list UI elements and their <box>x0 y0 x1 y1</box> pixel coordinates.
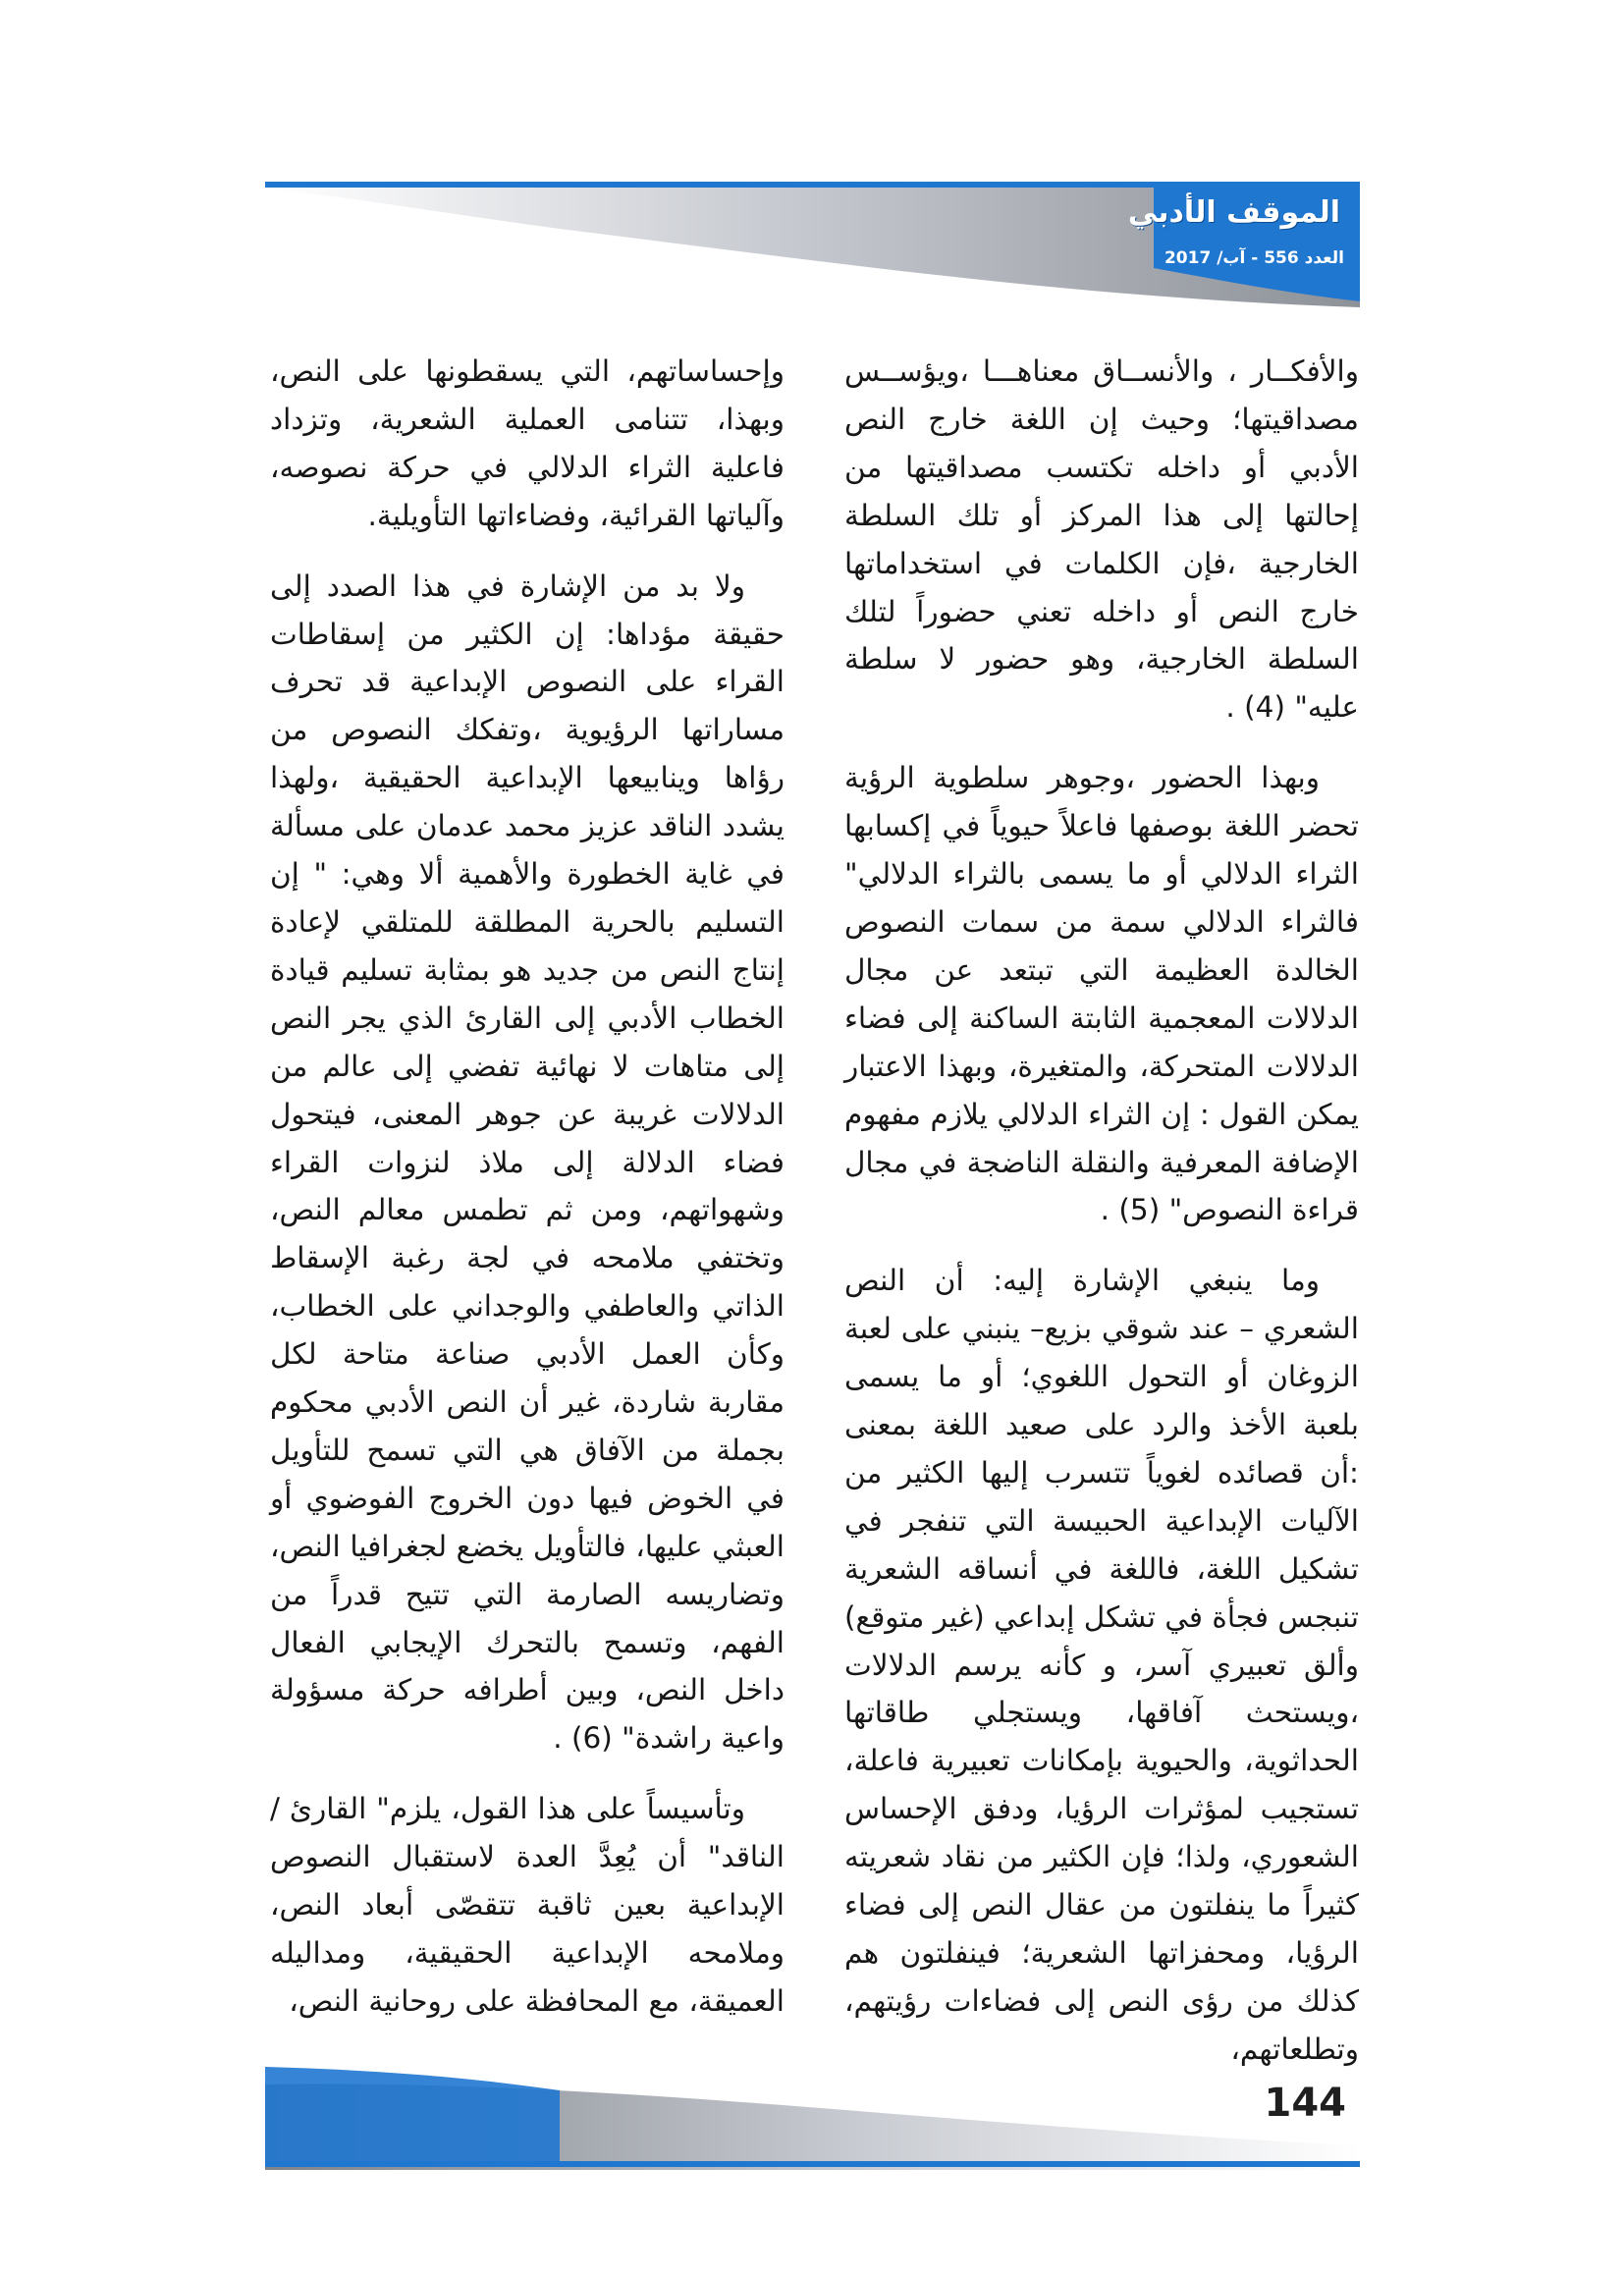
right-column <box>844 348 1359 2096</box>
header-band <box>265 182 1360 309</box>
paragraph: ولا بد من الإشارة في هذا الصدد إلى حقيقة مؤداها: إن الكثير من إسقاطات القراء على النصوص الإبداعية قد تحرف مساراتها الرؤيوية ،وتفكك النصوص من رؤاها وينابيعها الإبداعية الحقيقية ،ولهذا يشدد الناقد عزيز محمد عدمان على مسألة في غاية الخطورة والأهمية ألا وهي: " إن التسليم بالحرية المطلقة للمتلقي لإعادة إنتاج النص من جديد هو بمثابة تسليم قيادة الخطاب الأدبي إلى القارئ الذي يجر النص إلى متاهات لا نهائية تفضي إلى عالم من الدلالات غريبة عن جوهر المعنى، فيتحول فضاء الدلالة إلى ملاذ لنزوات القراء وشهواتهم، ومن ثم تطمس معالم النص، وتختفي ملامحه في لجة رغبة الإسقاط الذاتي والعاطفي والوجداني على الخطاب، وكأن العمل الأدبي صناعة متاحة لكل مقاربة شاردة، غير أن النص الأدبي محكوم بجملة من الآفاق هي التي تسمح للتأويل في الخوض فيها دون الخروج الفوضوي أو العبثي عليها، فالتأويل يخضع لجغرافيا النص، وتضاريسه الصارمة التي تتيح قدراً من الفهم، وتسمح بالتحرك الإيجابي الفعال داخل النص، وبين أطرافه حركة مسؤولة واعية راشدة" (6) . <box>270 568 785 1756</box>
footer-band <box>265 2067 1360 2170</box>
issue-line: العدد 556 - آب/ 2017 <box>1164 248 1344 268</box>
page-number: 144 <box>1264 2081 1346 2126</box>
paragraph: وبهذا الحضور ،وجوهر سلطوية الرؤية تحضر اللغة بوصفها فاعلاً حيوياً في إكسابها الثراء الدلالي أو ما يسمى بالثراء الدلالي" فالثراء الدلالي سمة من سمات النصوص الخالدة العظيمة التي تبتعد عن مجال الدلالات المعجمية الثابتة الساكنة إلى فضاء الدلالات المتحركة، والمتغيرة، وبهذا الاعتبار يمكن القول : إن الثراء الدلالي يلازم مفهوم الإضافة المعرفية والنقلة الناضجة في مجال قراءة النصوص" (5) . <box>844 761 1359 1227</box>
footer-swoosh <box>265 2067 1360 2170</box>
paragraph: وتأسيساً على هذا القول، يلزم" القارئ / الناقد" أن يُعِدَّ العدة لاستقبال النصوص الإبداعية بعين ثاقبة تتقصّى أبعاد النص، وملامحه الإبداعية الحقيقية، ومداليله العميقة، مع المحافظة على روحانية النص، <box>270 1792 785 2018</box>
magazine-logo: الموقف الأدبي <box>1127 195 1340 230</box>
paragraph: وإحساساتهم، التي يسقطونها على النص، وبهذا، تتنامى العملية الشعرية، وتزداد فاعلية الثراء الدلالي في حركة نصوصه، وآلياتها القرائية، وفضاءاتها التأويلية. <box>270 354 785 532</box>
paragraph: والأفكــار ، والأنســاق معناهـــا ،ويؤســس مصداقيتها؛ وحيث إن اللغة خارج النص الأدبي أو داخله تكتسب مصداقيتها من إحالتها إلى هذا المركز أو تلك السلطة الخارجية ،فإن الكلمات في استخداماتها خارج النص أو داخله تعني حضوراً لتلك السلطة الخارجية، وهو حضور لا سلطة عليه" (4) . <box>844 354 1359 725</box>
left-column <box>270 348 785 2048</box>
paragraph: وما ينبغي الإشارة إليه: أن النص الشعري – عند شوقي بزيع– ينبني على لعبة الزوغان أو التحول اللغوي؛ أو ما يسمى بلعبة الأخذ والرد على صعيد اللغة بمعنى :أن قصائده لغوياً تتسرب إليها الكثير من الآليات الإبداعية الحبيسة التي تنفجر في تشكيل اللغة، فاللغة في أنساقه الشعرية تنبجس فجأة في تشكل إبداعي (غير متوقع) وألق تعبيري آسر، و كأنه يرسم الدلالات ،ويستحث آفاقها، ويستجلي طاقاتها الحداثوية، والحيوية بإمكانات تعبيرية فاعلة، تستجيب لمؤثرات الرؤيا، ودفق الإحساس الشعوري، ولذا؛ فإن الكثير من نقاد شعريته كثيراً ما ينفلتون من عقال النص إلى فضاء الرؤيا، ومحفزاتها الشعرية؛ فينفلتون هم كذلك من رؤى النص إلى فضاءات رؤيتهم، وتطلعاتهم، <box>843 1264 1359 2066</box>
